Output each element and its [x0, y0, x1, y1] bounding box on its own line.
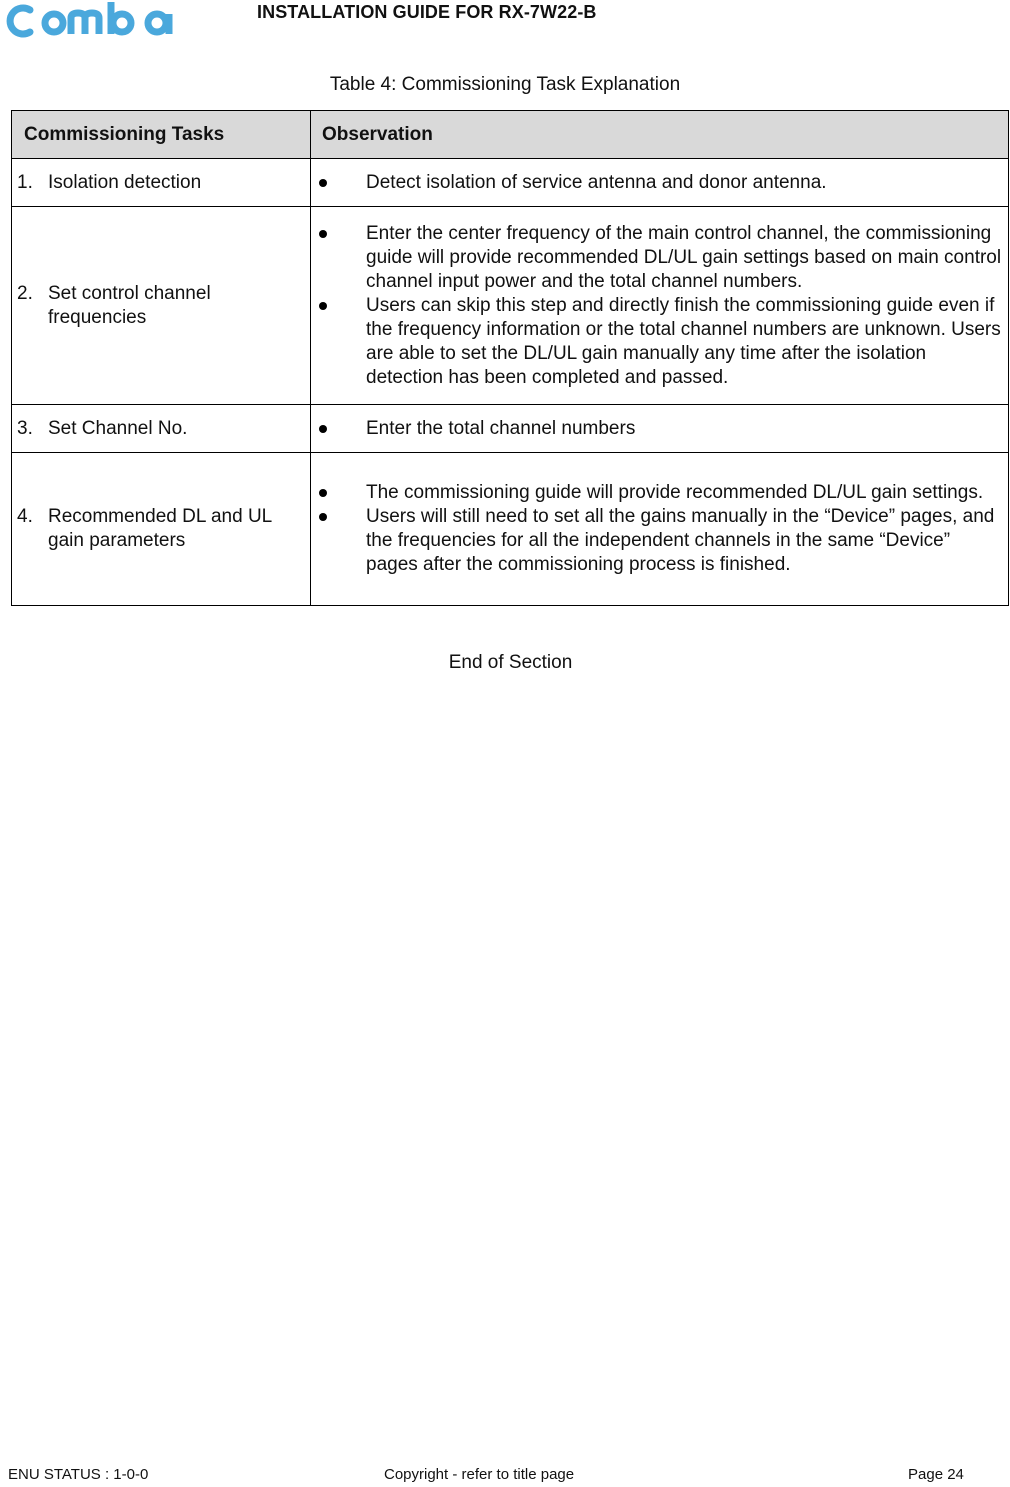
task-number: 1.: [17, 171, 33, 193]
observation-item: Enter the center frequency of the main control channel, the commissioning guide will provide recommended DL/UL gain settings based on main control channel input power and the total channel numbers.: [311, 222, 1008, 294]
table-header-row: [12, 111, 1009, 159]
observation-cell: [311, 453, 1009, 606]
task-cell: [12, 405, 311, 453]
task-cell: [12, 453, 311, 606]
observation-item: Enter the total channel numbers: [311, 417, 1008, 441]
task-cell: [12, 207, 311, 405]
task-label: Set Channel No.: [48, 417, 188, 439]
bullet-icon: [319, 513, 327, 521]
header-commissioning-tasks: Commissioning Tasks: [12, 111, 311, 159]
table-row: [12, 453, 1009, 606]
observation-cell: [311, 405, 1009, 453]
end-of-section: End of Section: [448, 652, 573, 673]
task-number: 3.: [17, 417, 33, 439]
task-label: Isolation detection: [48, 171, 202, 193]
observation-cell: [311, 207, 1009, 405]
footer-copyright: Copyright - refer to title page: [384, 1466, 575, 1483]
bullet-icon: [319, 302, 327, 310]
commissioning-table: [11, 110, 1009, 606]
footer-page-number: Page 24: [908, 1466, 964, 1483]
document-title: INSTALLATION GUIDE FOR RX-7W22-B: [257, 2, 597, 22]
observation-item: Detect isolation of service antenna and donor antenna.: [311, 171, 1008, 195]
footer-status: ENU STATUS : 1-0-0: [8, 1466, 149, 1483]
bullet-icon: [319, 179, 327, 187]
bullet-icon: [319, 489, 327, 497]
task-number: 2.: [17, 282, 33, 304]
observation-item: Users will still need to set all the gains manually in the “Device” pages, and the frequencies for all the independent channels in the same “Device” pages after the commissioning process is finished.: [311, 505, 1008, 577]
observation-item: The commissioning guide will provide recommended DL/UL gain settings.: [311, 481, 1008, 505]
task-number: 4.: [17, 506, 33, 527]
observation-cell: [311, 159, 1009, 207]
task-label: Set control channel frequencies: [48, 282, 211, 328]
task-cell: [12, 159, 311, 207]
table-caption: Table 4: Commissioning Task Explanation: [329, 74, 681, 95]
observation-item: Users can skip this step and directly finish the commissioning guide even if the frequency information or the total channel numbers are unknown. Users are able to set the DL/UL gain manually any time after the isolation detection has been completed and passed.: [311, 294, 1008, 390]
table-row: [12, 207, 1009, 405]
bullet-icon: [319, 230, 327, 238]
header-observation: Observation: [311, 111, 1009, 159]
task-label: Recommended DL and UL gain parameters: [48, 506, 272, 551]
comba-logo: [0, 0, 182, 44]
table-row: [12, 159, 1009, 207]
bullet-icon: [319, 425, 327, 433]
table-row: [12, 405, 1009, 453]
